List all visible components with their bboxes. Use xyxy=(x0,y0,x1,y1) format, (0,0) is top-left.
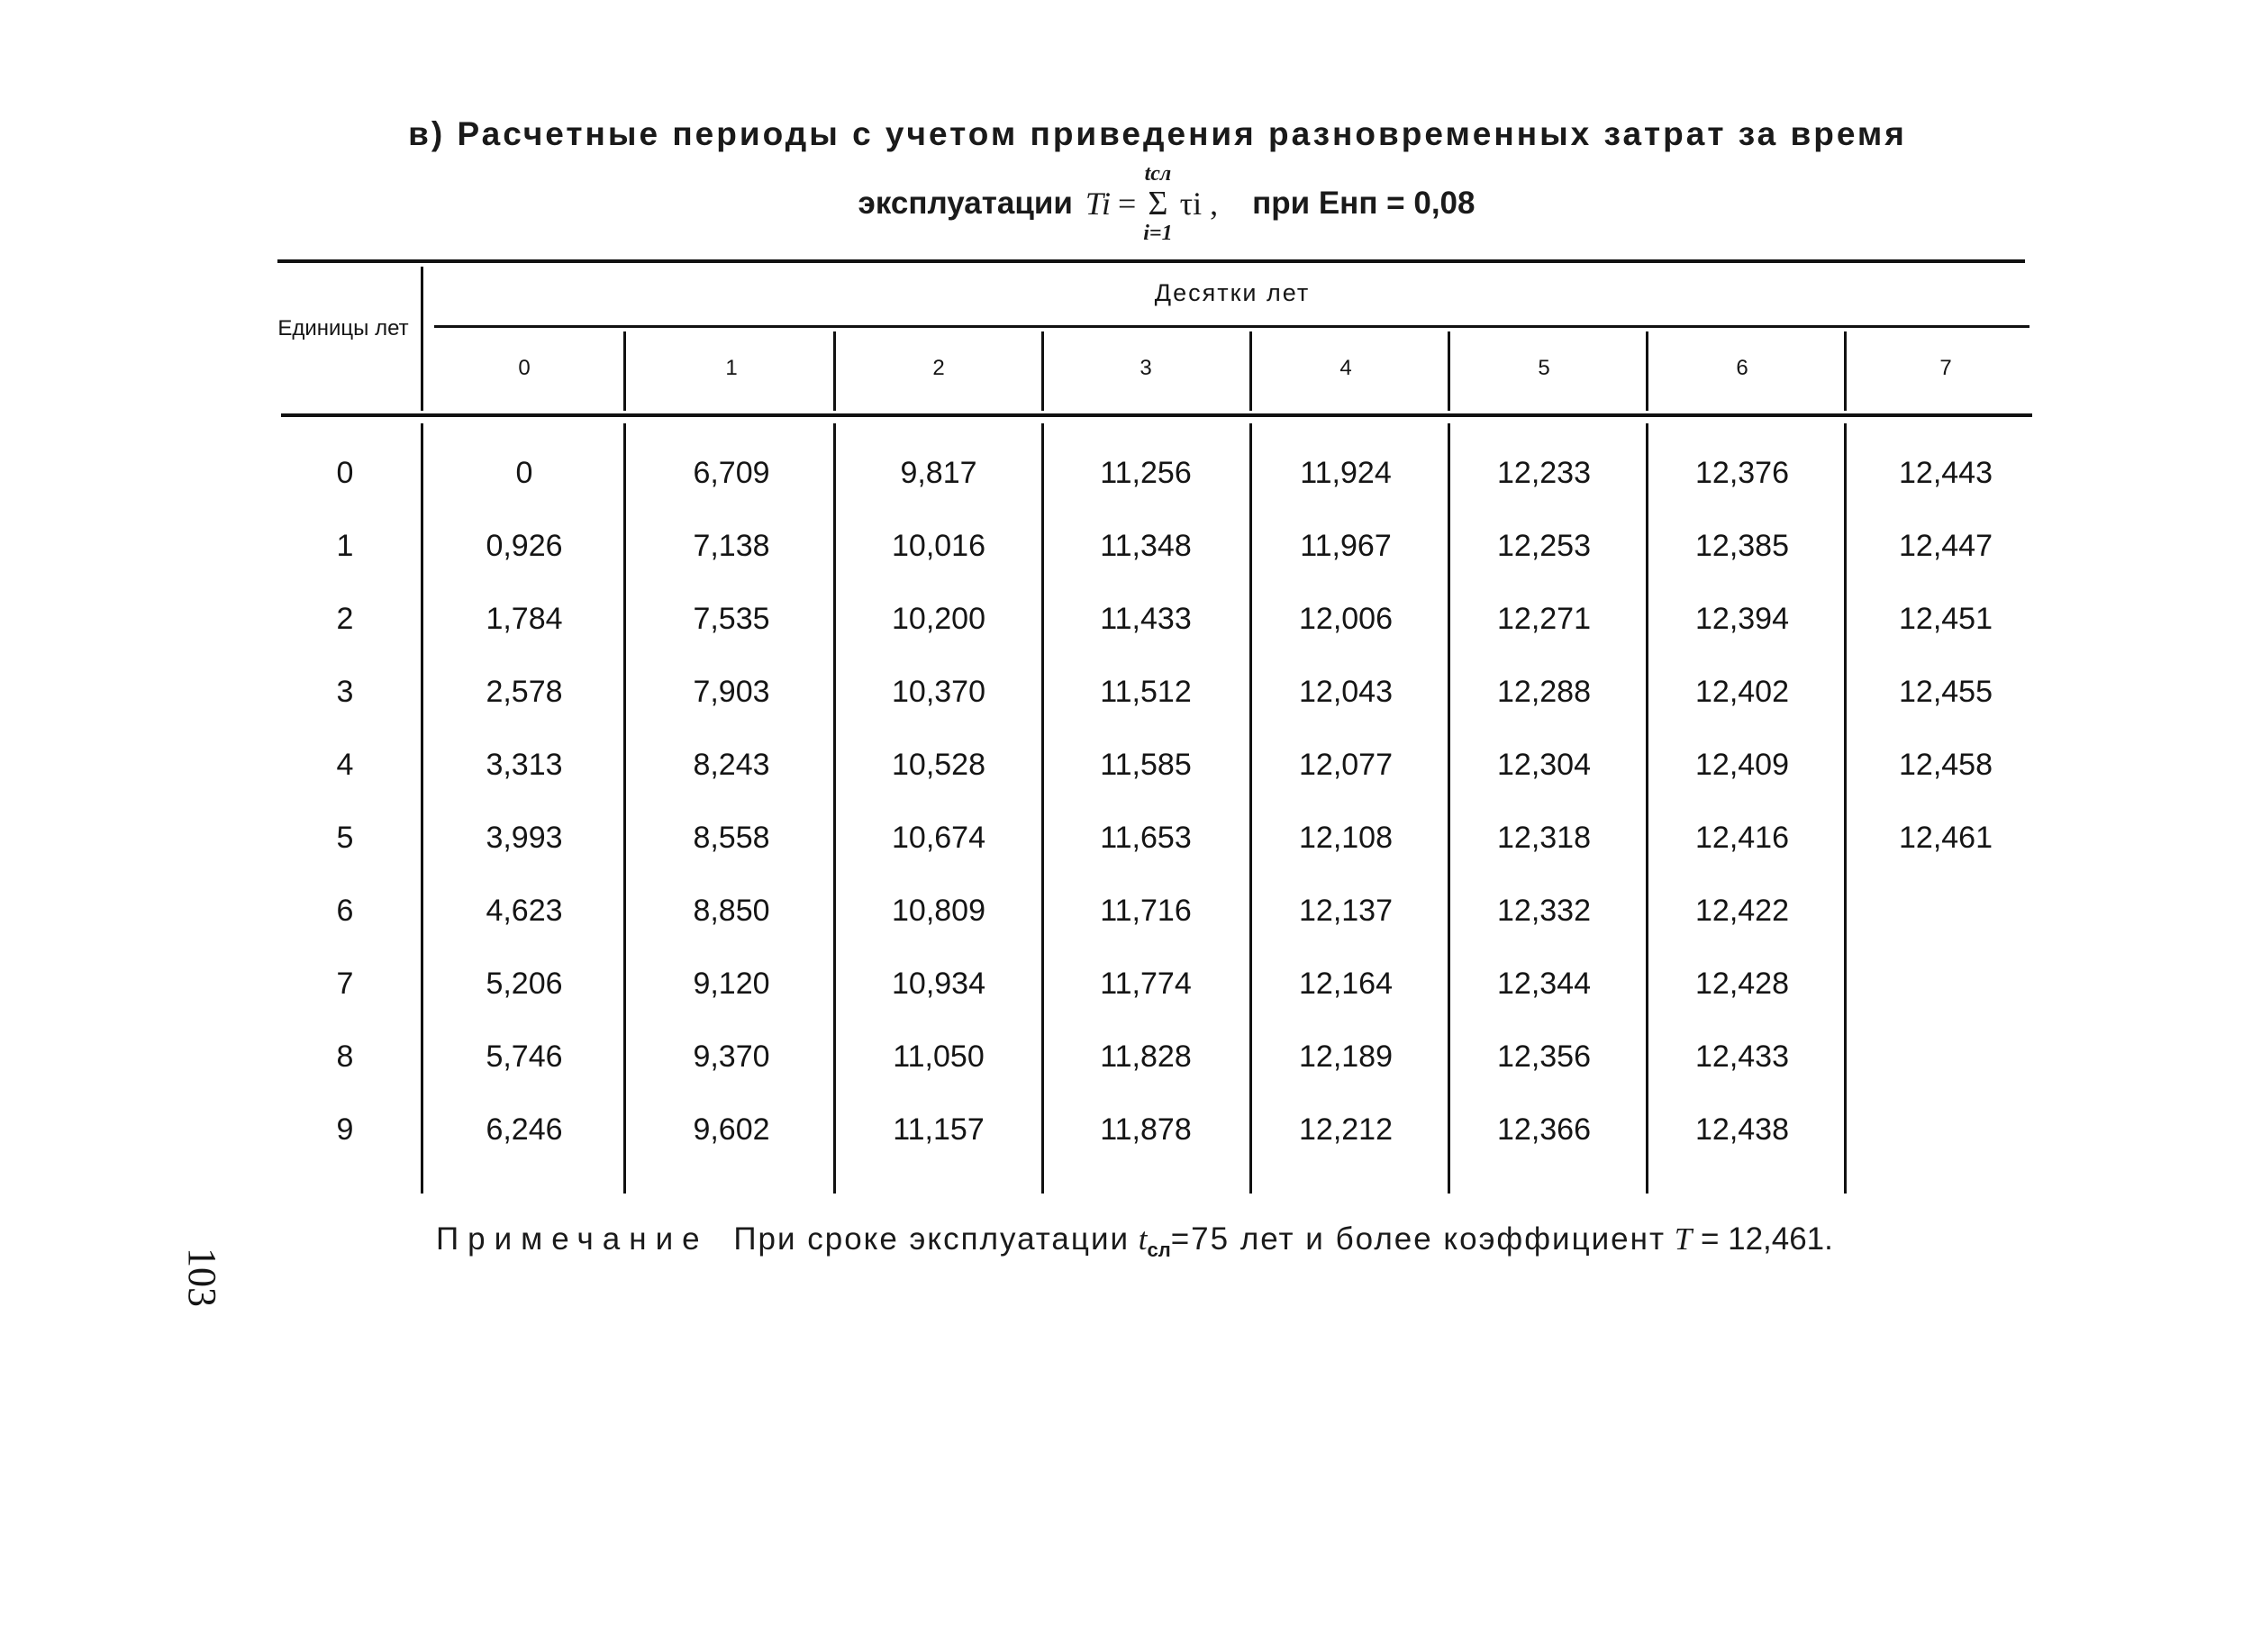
table-cell: 12,344 xyxy=(1497,967,1591,1001)
sigma-stack xyxy=(1143,163,1172,244)
column-divider-header xyxy=(833,331,836,411)
table-cell: 12,288 xyxy=(1497,675,1591,709)
column-divider-body xyxy=(1041,423,1044,1194)
table-cell: 12,451 xyxy=(1899,602,1993,636)
table-cell: 8,558 xyxy=(693,821,770,855)
column-divider-body xyxy=(1249,423,1252,1194)
column-divider-body xyxy=(1844,423,1847,1194)
table-cell: 0 xyxy=(515,456,533,490)
column-divider-body xyxy=(1448,423,1450,1194)
note-text-before: При сроке эксплуатации xyxy=(733,1221,1130,1257)
sum-formula xyxy=(1085,163,1218,244)
column-divider-header xyxy=(1844,331,1847,411)
column-divider-body xyxy=(1646,423,1648,1194)
formula-lhs: Ti xyxy=(1085,186,1111,222)
column-divider-header xyxy=(623,331,626,411)
row-label: 5 xyxy=(336,821,354,855)
page-number: 103 xyxy=(180,1248,224,1307)
table-cell: 11,050 xyxy=(893,1039,985,1074)
table-cell: 12,416 xyxy=(1695,821,1789,855)
table-cell: 11,585 xyxy=(1100,748,1192,782)
table-cell: 10,934 xyxy=(892,967,985,1001)
table-cell: 12,043 xyxy=(1299,675,1393,709)
table-cell: 12,422 xyxy=(1695,894,1789,928)
column-divider-header xyxy=(1249,331,1252,411)
table-cell: 12,402 xyxy=(1695,675,1789,709)
table-cell: 12,212 xyxy=(1299,1112,1393,1147)
table-cell: 11,828 xyxy=(1100,1039,1192,1074)
table-cell: 9,602 xyxy=(693,1112,770,1147)
column-header: 6 xyxy=(1736,356,1748,380)
table-title-line1: в) Расчетные периоды с учетом приведения разновременных затрат за время xyxy=(408,115,1907,152)
table-top-rule xyxy=(277,259,2025,263)
sigma-upper-limit: tсл xyxy=(1144,162,1172,186)
table-cell: 12,443 xyxy=(1899,456,1993,490)
table-cell: 7,138 xyxy=(693,529,770,563)
sigma-lower-limit: i=1 xyxy=(1143,222,1173,245)
table-title-line2 xyxy=(0,159,2261,249)
table-cell: 5,746 xyxy=(486,1039,563,1074)
column-divider-header xyxy=(1041,331,1044,411)
table-cell: 11,774 xyxy=(1100,967,1192,1001)
group-header-rule xyxy=(434,325,2029,328)
table-cell: 12,455 xyxy=(1899,675,1993,709)
formula-eq: = xyxy=(1117,186,1137,222)
table-cell: 12,332 xyxy=(1497,894,1591,928)
table-cell: 12,447 xyxy=(1899,529,1993,563)
formula-term: τi , xyxy=(1179,186,1219,222)
title-prefix: эксплуатации xyxy=(858,186,1073,221)
row-label: 8 xyxy=(336,1039,354,1074)
table-cell: 6,246 xyxy=(486,1112,563,1147)
row-label: 2 xyxy=(336,602,354,636)
column-divider-body xyxy=(623,423,626,1194)
note-var-sub: сл xyxy=(1147,1239,1171,1261)
row-label: 3 xyxy=(336,675,354,709)
table-cell: 11,967 xyxy=(1300,529,1392,563)
table-cell: 12,409 xyxy=(1695,748,1789,782)
row-header-divider xyxy=(421,267,423,411)
header-bottom-rule xyxy=(281,413,2032,417)
row-label: 9 xyxy=(336,1112,354,1147)
table-cell: 10,809 xyxy=(892,894,985,928)
table-cell: 12,189 xyxy=(1299,1039,1393,1074)
table-cell: 5,206 xyxy=(486,967,563,1001)
table-cell: 11,878 xyxy=(1100,1112,1192,1147)
table-cell: 12,304 xyxy=(1497,748,1591,782)
note-text-end: = 12,461. xyxy=(1700,1221,1833,1257)
row-header-label: Единицы лет xyxy=(277,316,409,340)
table-cell: 12,428 xyxy=(1695,967,1789,1001)
table-cell: 12,461 xyxy=(1899,821,1993,855)
table-note xyxy=(436,1221,1833,1262)
column-divider-header xyxy=(1646,331,1648,411)
table-cell: 11,256 xyxy=(1100,456,1192,490)
table-cell: 11,653 xyxy=(1100,821,1192,855)
column-header: 5 xyxy=(1538,356,1550,380)
sigma-symbol: Σ xyxy=(1148,185,1168,222)
column-divider-body xyxy=(833,423,836,1194)
table-cell: 12,006 xyxy=(1299,602,1393,636)
table-cell: 12,366 xyxy=(1497,1112,1591,1147)
table-cell: 12,385 xyxy=(1695,529,1789,563)
table-cell: 11,512 xyxy=(1100,675,1192,709)
table-cell: 10,674 xyxy=(892,821,985,855)
table-cell: 12,438 xyxy=(1695,1112,1789,1147)
table-cell: 6,709 xyxy=(693,456,770,490)
table-cell: 11,716 xyxy=(1100,894,1192,928)
table-cell: 12,271 xyxy=(1497,602,1591,636)
table-cell: 9,120 xyxy=(693,967,770,1001)
table-cell: 8,850 xyxy=(693,894,770,928)
column-header: 7 xyxy=(1939,356,1952,380)
row-header-divider-body xyxy=(421,423,423,1194)
row-label: 6 xyxy=(336,894,354,928)
table-cell: 12,108 xyxy=(1299,821,1393,855)
table-cell: 12,077 xyxy=(1299,748,1393,782)
table-cell: 12,137 xyxy=(1299,894,1393,928)
table-cell: 10,528 xyxy=(892,748,985,782)
table-cell: 12,356 xyxy=(1497,1039,1591,1074)
column-header: 2 xyxy=(932,356,945,380)
table-cell: 10,370 xyxy=(892,675,985,709)
table-cell: 2,578 xyxy=(486,675,563,709)
column-divider-header xyxy=(1448,331,1450,411)
row-label: 0 xyxy=(336,456,354,490)
table-cell: 12,164 xyxy=(1299,967,1393,1001)
table-cell: 3,313 xyxy=(486,748,563,782)
table-cell: 1,784 xyxy=(486,602,563,636)
table-cell: 12,376 xyxy=(1695,456,1789,490)
table-cell: 11,157 xyxy=(893,1112,985,1147)
table-cell: 7,535 xyxy=(693,602,770,636)
table-cell: 8,243 xyxy=(693,748,770,782)
table-cell: 11,433 xyxy=(1100,602,1192,636)
col-group-header: Десятки лет xyxy=(1154,279,1311,306)
table-cell: 0,926 xyxy=(486,529,563,563)
note-var: t xyxy=(1138,1221,1148,1257)
table-cell: 11,924 xyxy=(1300,456,1392,490)
column-header: 4 xyxy=(1339,356,1352,380)
table-cell: 10,200 xyxy=(892,602,985,636)
table-cell: 3,993 xyxy=(486,821,563,855)
table-cell: 12,433 xyxy=(1695,1039,1789,1074)
note-coef-var: T xyxy=(1674,1221,1693,1257)
column-header: 3 xyxy=(1140,356,1152,380)
table-cell: 9,817 xyxy=(900,456,977,490)
table-cell: 11,348 xyxy=(1100,529,1192,563)
note-label: Примечание xyxy=(436,1221,709,1257)
table-cell: 12,318 xyxy=(1497,821,1591,855)
table-cell: 12,233 xyxy=(1497,456,1591,490)
row-label: 7 xyxy=(336,967,354,1001)
table-cell: 4,623 xyxy=(486,894,563,928)
table-cell: 9,370 xyxy=(693,1039,770,1074)
note-text-mid: =75 лет и более коэффициент xyxy=(1170,1221,1666,1257)
column-header: 0 xyxy=(518,356,531,380)
row-label: 1 xyxy=(336,529,354,563)
table-cell: 10,016 xyxy=(892,529,985,563)
row-label: 4 xyxy=(336,748,354,782)
table-cell: 7,903 xyxy=(693,675,770,709)
table-cell: 12,253 xyxy=(1497,529,1591,563)
formula-condition: при Eнп = 0,08 xyxy=(1252,186,1476,221)
column-header: 1 xyxy=(725,356,738,380)
table-cell: 12,394 xyxy=(1695,602,1789,636)
table-cell: 12,458 xyxy=(1899,748,1993,782)
